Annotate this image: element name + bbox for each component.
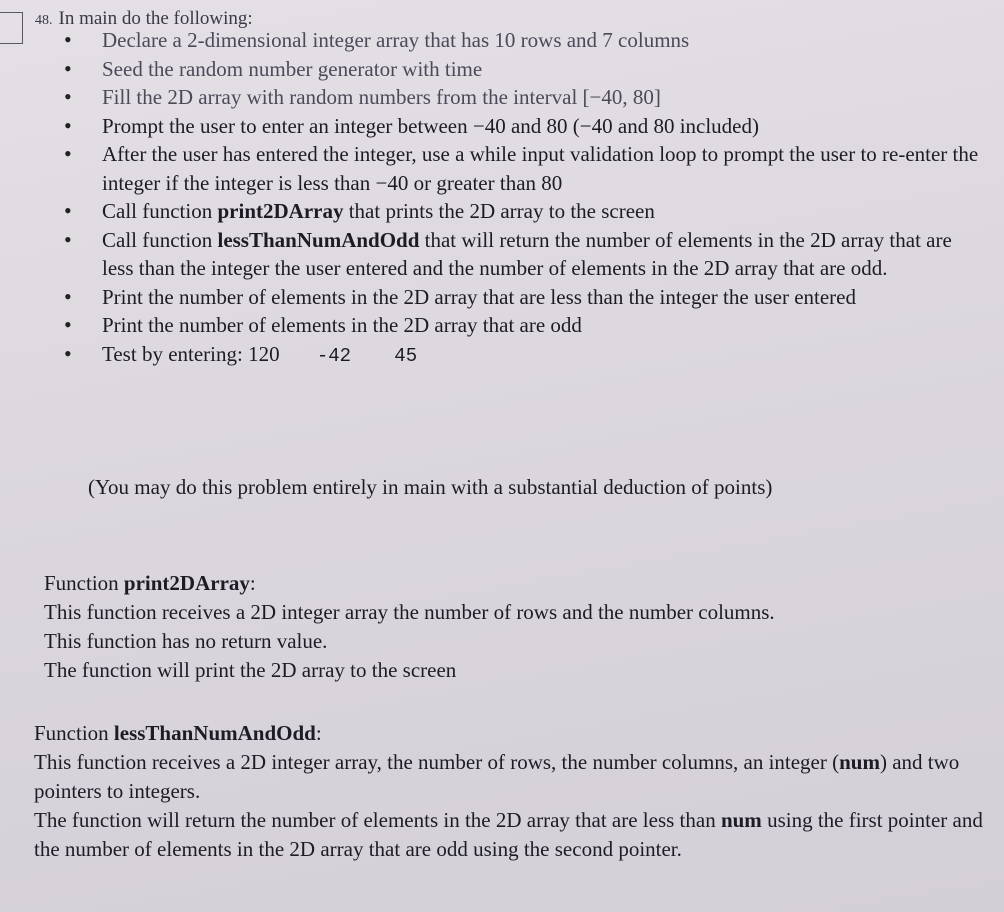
list-item — [60, 226, 980, 283]
paragraph: This function has no return value. — [44, 629, 328, 653]
checkbox-icon — [0, 12, 23, 44]
list-item-text: that will return the number of elements in the 2D array that are less than the integer the user entered and the number of elements in the 2D array that are odd. — [102, 227, 952, 280]
requirements-list — [60, 26, 980, 370]
list-item-text: Call function — [102, 199, 218, 223]
test-value: 120 — [248, 341, 280, 366]
list-item: • Declare a 2-dimensional integer array that has 10 rows and 7 columns — [60, 26, 980, 55]
paragraph: This function receives a 2D integer array the number of rows and the number columns. — [44, 600, 775, 624]
test-value: -42 — [316, 344, 352, 367]
list-item: • Print the number of elements in the 2D array that are less than the integer the user entered — [60, 283, 980, 312]
function-name: lessThanNumAndOdd — [217, 227, 420, 252]
problem-number: 48. — [35, 13, 53, 28]
list-item: • Fill the 2D array with random numbers from the interval [−40, 80] — [60, 83, 980, 112]
list-item: • Prompt the user to enter an integer between −40 and 80 (−40 and 80 included) — [60, 112, 980, 141]
section-heading: Function print2DArray: — [44, 571, 256, 595]
paragraph: This function receives a 2D integer array, the number of rows, the number columns, an integer (num) and two pointers to integers. — [34, 750, 960, 803]
function-description-print2darray — [44, 569, 984, 685]
test-value: 45 — [394, 344, 418, 367]
problem-title: In main do the following: — [58, 8, 253, 29]
list-item: • Print the number of elements in the 2D array that are odd — [60, 311, 980, 340]
section-heading: Function lessThanNumAndOdd: — [34, 721, 322, 745]
paragraph: The function will print the 2D array to the screen — [44, 658, 457, 682]
list-item: • After the user has entered the integer, use a while input validation loop to prompt the user to re-enter the integer if the integer is less than −40 or greater than 80 — [60, 140, 980, 197]
function-name: print2DArray — [217, 199, 344, 223]
list-item — [60, 197, 980, 226]
test-label: Test by entering: — [102, 341, 243, 366]
paragraph: The function will return the number of elements in the 2D array that are less than num using the first pointer and the number of elements in the 2D array that are odd using the second pointer. — [34, 808, 983, 861]
list-item: • Seed the random number generator with time — [60, 55, 980, 84]
deduction-note: (You may do this problem entirely in main with a substantial deduction of points) — [88, 475, 773, 499]
function-description-lessthannumandodd — [34, 719, 994, 864]
list-item-text: Call function — [102, 227, 218, 252]
list-item — [60, 340, 980, 371]
list-item-text: that prints the 2D array to the screen — [343, 199, 655, 223]
